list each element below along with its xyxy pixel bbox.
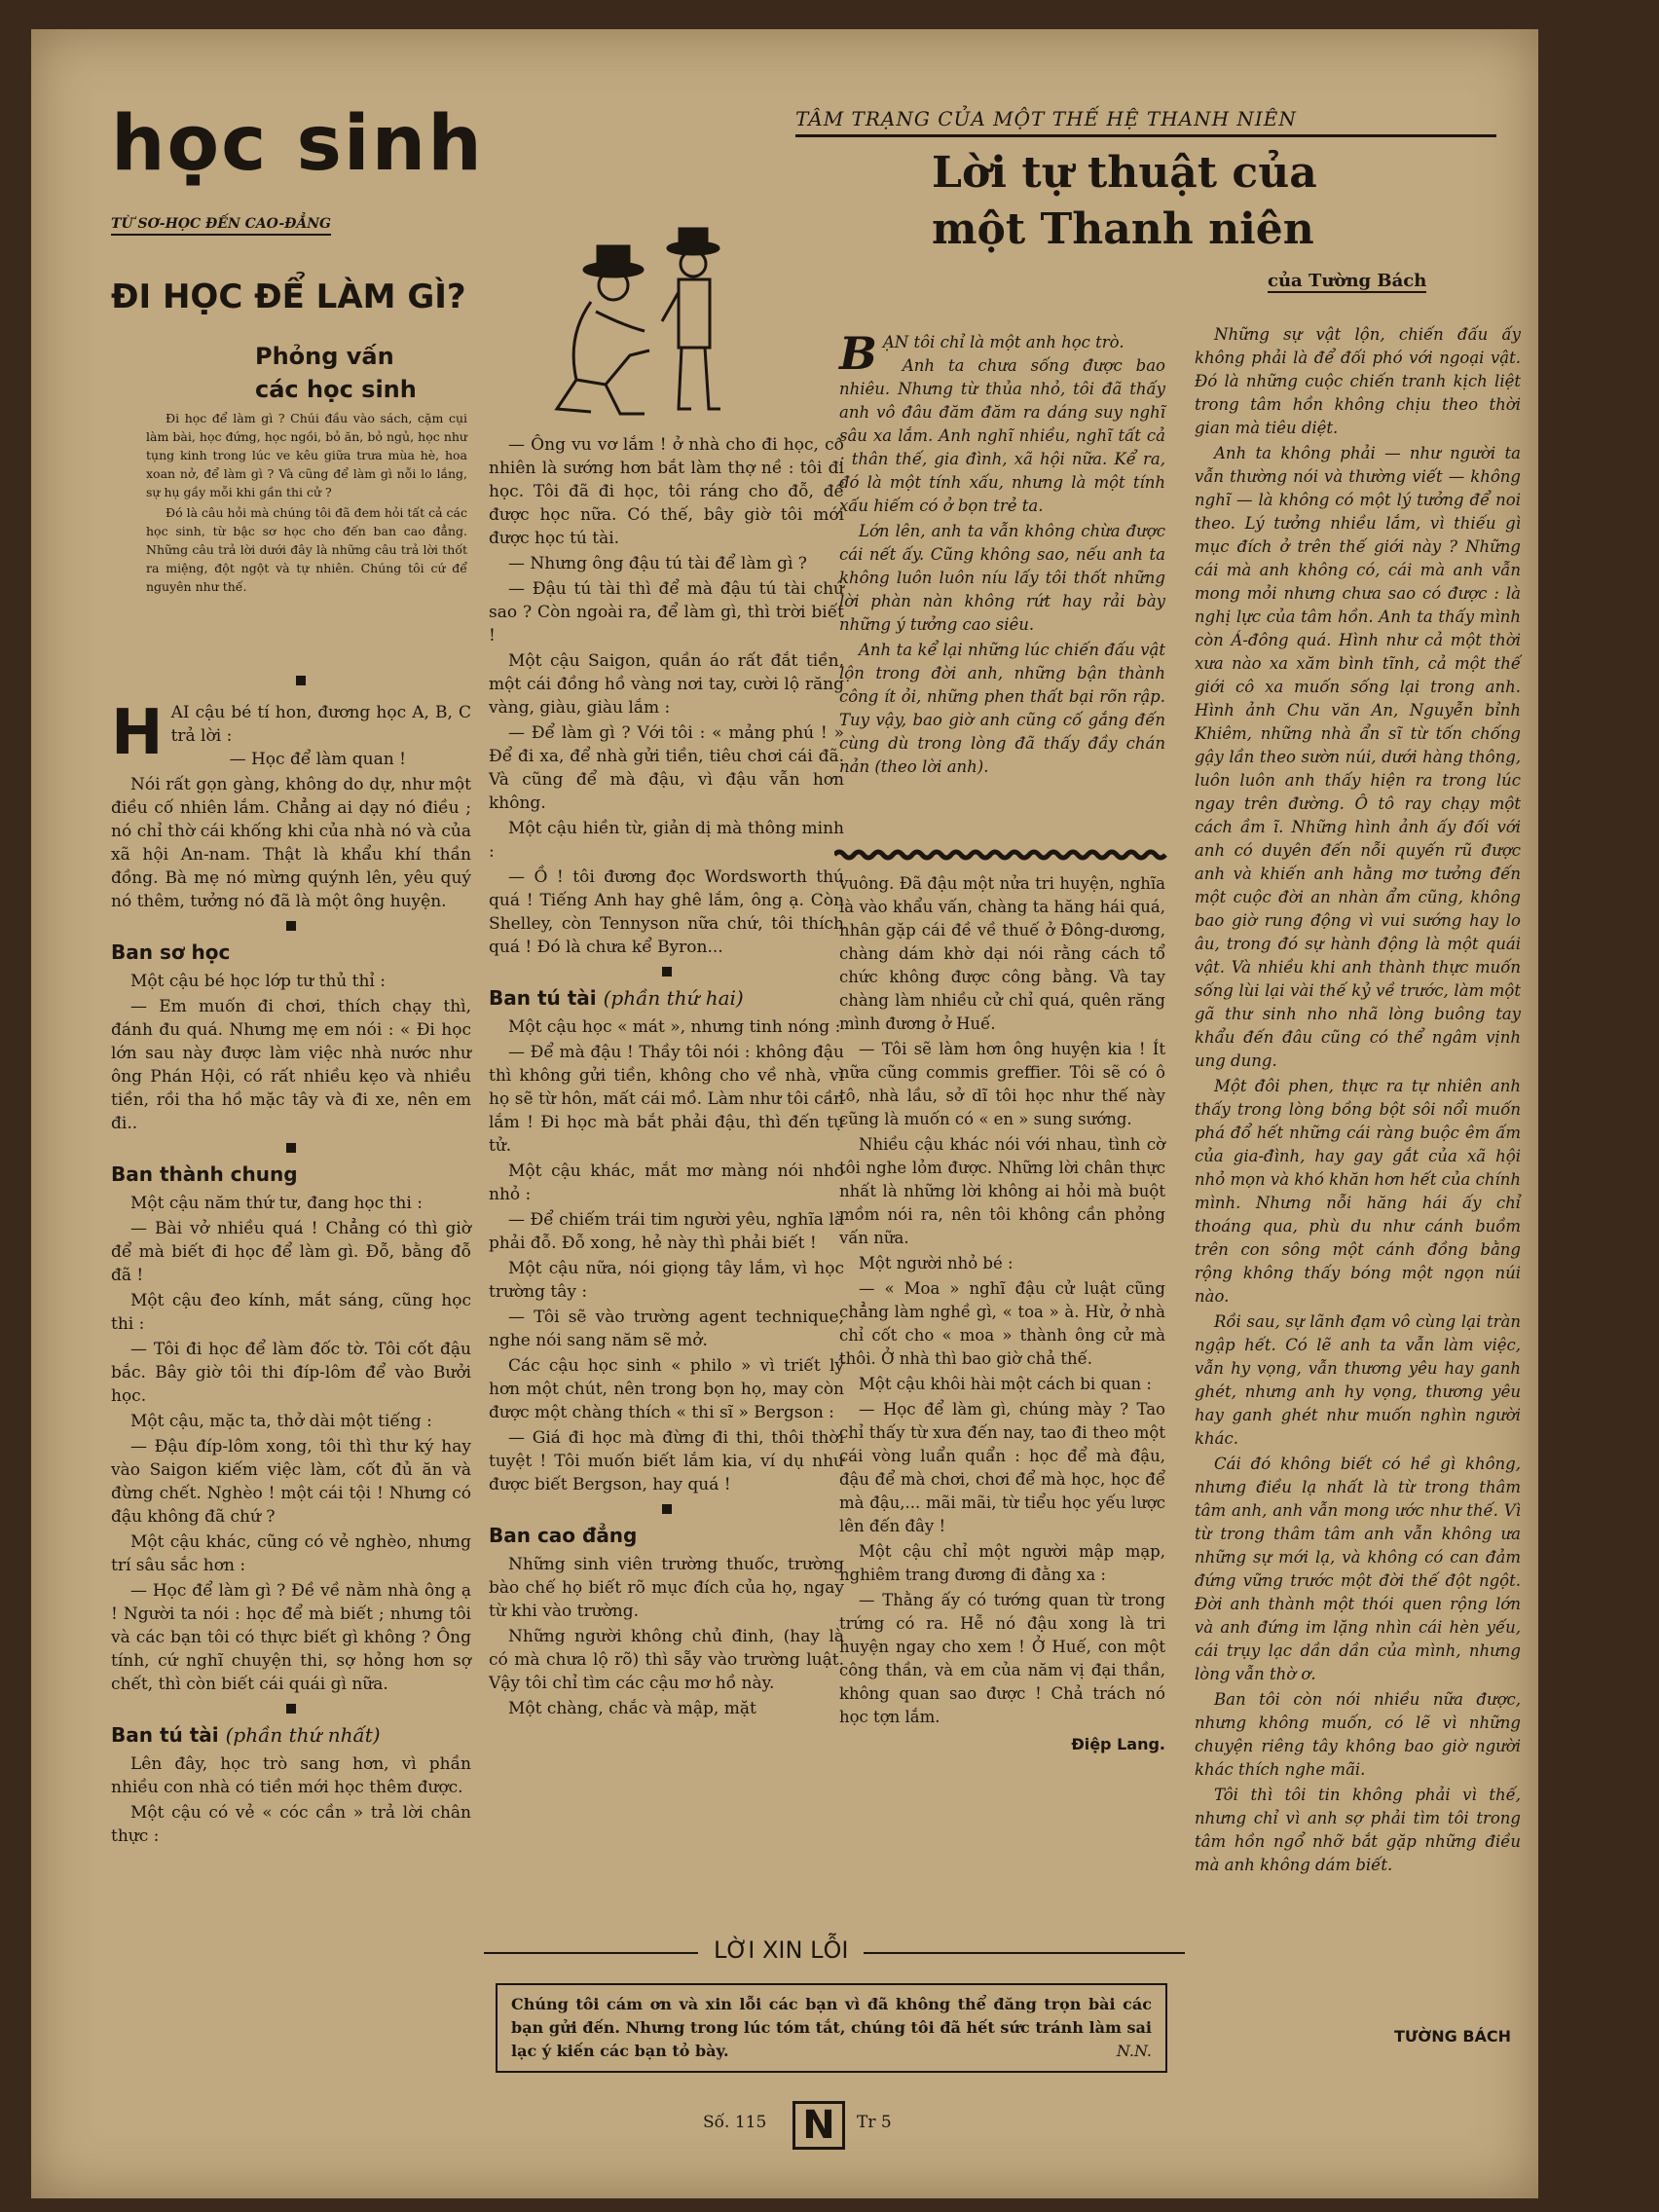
paragraph: — Học để làm gì, chúng mày ? Tao chỉ thấy từ xưa đến nay, tao đi theo một cái vòng luẩn quẩn : học để mà đậu, đậu để mà chơi, chơi để mà học, học để mà đậu,... mãi mãi, từ tiểu học yếu lược lên đến đây ! (839, 1400, 1165, 1535)
paragraph: Một cậu hiền từ, giản dị mà thông minh : (489, 819, 844, 862)
paragraph: Một cậu năm thứ tư, đang học thi : (130, 1194, 423, 1213)
paragraph: Một chàng, chắc và mập, mặt (508, 1699, 756, 1718)
paragraph: — « Moa » nghĩ đậu cử luật cũng chẳng làm nghề gì, « toa » à. Hừ, ở nhà chỉ cốt cho « moa » thành ông cử mà thôi. Ở nhà thì bao giờ chả thế. (839, 1279, 1165, 1368)
paragraph: Những người không chủ đinh, (hay là có mà chưa lộ rõ) thì sẵy vào trường luật. Vậy tôi chỉ tìm các cậu mơ hồ này. (489, 1627, 844, 1693)
apology-sign: N.N. (1116, 2042, 1152, 2060)
paragraph: Một cậu nữa, nói giọng tây lắm, vì học trường tây : (489, 1259, 844, 1302)
section-marker (662, 967, 672, 977)
section-heading (489, 986, 844, 1010)
paragraph: Một cậu khôi hài một cách bi quan : (859, 1375, 1152, 1393)
interview-signature: Điệp Lang. (1071, 1735, 1165, 1753)
paragraph: Một cậu bé học lớp tư thủ thỉ : (130, 972, 386, 991)
paragraph: — Đậu tú tài thì để mà đậu tú tài chứ sao ? Còn ngoài ra, để làm gì, thì trời biết ! (489, 579, 844, 645)
paragraph: — Để làm gì ? Với tôi : « mảng phú ! » Để đi xa, để nhà gửi tiền, tiêu chơi cái đã. Và cũng để mà đậu, vì đậu vẫn hơn không. (489, 723, 844, 813)
paragraph: Một đôi phen, thực ra tự nhiên anh thấy trong lòng bồng bột sôi nổi muốn phá đổ hết những cái ràng buộc êm ấm của gia-đình, hay gay gắt của xã hội nhỏ mọn và khó khăn hơn hết của chính mình. Nhưng nỗi hăng hái ấy chỉ thoáng qua, phù du như cánh buồm trên con sông một cánh đồng bằng rộng không thấy bóng một ngọn núi nào. (1195, 1077, 1521, 1306)
section-heading (111, 1723, 471, 1747)
paragraph: — Để mà đậu ! Thầy tôi nói : không đậu thì không gửi tiền, không cho về nhà, vì họ sẽ từ hôn, mất cái mồ. Làm như tôi cần lắm ! Đi học mà bắt phải đậu, thì đến tự tử. (489, 1043, 844, 1156)
paragraph: Những sinh viên trường thuốc, trường bào chế họ biết rõ mục đích của họ, ngay từ khi vào trường. (489, 1555, 844, 1621)
apology-box (484, 1936, 1185, 2073)
paragraph: Một cậu khác, mắt mơ màng nói nho nhỏ : (489, 1161, 844, 1204)
paragraph: Một cậu học « mát », nhưng tinh nóng : (508, 1017, 841, 1037)
column-1 (111, 697, 471, 1850)
section-heading-text: Ban tú tài (489, 986, 597, 1010)
paragraph: Một cậu đeo kính, mắt sáng, cũng học thi : (111, 1291, 471, 1334)
drop-cap: H (111, 697, 164, 769)
article-title-line1: Lời tự thuật của (932, 148, 1317, 198)
article-byline: của Tường Bách (1268, 271, 1427, 291)
magazine-logo: N (793, 2101, 845, 2150)
paragraph: Những sự vật lộn, chiến đấu ấy không phải là để đối phó với ngoại vật. Đó là những cuộc chiến tranh kịch liệt trong tâm hồn không chịu theo thời gian mà tiêu diệt. (1195, 325, 1521, 437)
article-title-line2: một Thanh niên (932, 204, 1314, 254)
paragraph: Anh ta chưa sống được bao nhiêu. Nhưng từ thủa nhỏ, tôi đã thấy anh vô đâu đăm đăm ra dáng suy nghĩ sâu xa lắm. Anh nghĩ nhiều, nghĩ tất cả : thân thế, gia đình, xã hội nữa. Kể ra, đó là một tính xấu, nhưng là một tính xấu hiếm có ở bọn trẻ ta. (839, 356, 1165, 515)
section-heading-text: Ban tú tài (111, 1723, 219, 1747)
paragraph: Một cậu Saigon, quần áo rất đắt tiền, một cái đồng hồ vàng nơi tay, cười lộ răng vàng, giàu, giàu lắm : (489, 651, 844, 718)
paragraph: — Học để làm quan ! (229, 750, 406, 769)
issue-number: Số. 115 (703, 2113, 767, 2132)
column-3 (839, 872, 1165, 1756)
section-heading-sub: (phần thứ nhất) (225, 1723, 381, 1747)
paragraph: — Em muốn đi chơi, thích chạy thì, đánh đu quá. Nhưng mẹ em nói : « Đi học lớn sau này được làm việc nhà nước như ông Phán Hội, có rất nhiều kẹo và nhiều tiền, rồi tha hồ mặc tây và đi xe, nên em đi.. (111, 997, 471, 1133)
intro-para: Đi học để làm gì ? Chúi đầu vào sách, cặm cụi làm bài, học đứng, học ngồi, bỏ ăn, bỏ ngủ, học như tụng kinh trong lúc ve kêu giữa trưa mùa hè, hoa xoan nở, để làm gì ? Và cũng để làm gì nỗi lo lắng, sự hụ gầy mỗi khi gần thi cử ? (146, 411, 467, 499)
page-number: Tr 5 (857, 2113, 892, 2132)
paragraph: — Đậu đíp-lôm xong, tôi thì thư ký hay vào Saigon kiếm việc làm, cốt đủ ăn và đừng chết. Nghèo ! một cái tội ! Nhưng có đậu không đã chứ ? (111, 1437, 471, 1527)
paragraph: — Để chiếm trái tim người yêu, nghĩa là phải đỗ. Đỗ xong, hẻ này thì phải biết ! (489, 1210, 844, 1253)
memoir-signature: TƯỜNG BÁCH (1394, 2027, 1512, 2046)
paragraph: — Tôi đi học để làm đốc tờ. Tôi cốt đậu bắc. Bây giờ tôi thi đíp-lôm để vào Bưởi học. (111, 1340, 471, 1406)
paragraph: — Tôi sẽ làm hơn ông huyện kia ! Ít nữa cũng commis greffier. Tôi sẽ có ô tô, nhà lầu, sở dĩ tôi học như thế này cũng là muốn có « en » sung sướng. (839, 1040, 1165, 1128)
paragraph: — Giá đi học mà đừng đi thi, thôi thời tuyệt ! Tôi muốn biết lắm kia, ví dụ như được biết Bergson, hay quá ! (489, 1428, 844, 1494)
paragraph: Một người nhỏ bé : (859, 1254, 1014, 1272)
paragraph: Anh ta kể lại những lúc chiến đấu vật lộn trong đời anh, những bận thành công ít ỏi, những phen thất bại rõn rập. Tuy vậy, bao giờ anh cũng cố gắng đến cùng dù trong lòng đã thấy đầy chán nản (theo lời anh). (839, 641, 1165, 776)
paragraph: Một cậu có vẻ « cóc cần » trả lời chân thực : (111, 1803, 471, 1846)
wavy-divider (834, 847, 1170, 863)
section-marker (296, 676, 306, 685)
intro-para: Đó là câu hỏi mà chúng tôi đã đem hỏi tất cả các học sinh, từ bậc sơ học cho đến ban cao đẳng. Những câu trả lời dưới đây là những câu trả lời thốt ra miệng, đột ngột và tự nhiên. Chúng tôi cứ để nguyên như thế. (146, 505, 467, 594)
paragraph: vuông. Đã đậu một nửa tri huyện, nghĩa là vào khẩu vấn, chàng ta hăng hái quá, nhân gặp cái đề về thuế ở Đông-dương, chàng dám khờ dại nói rằng cách tổ chức không được công bằng. Và tay chàng làm nhiều cử chỉ quá, quên răng mình đương ở Huế. (839, 874, 1165, 1033)
paragraph: Lớn lên, anh ta vẫn không chừa được cái nết ấy. Cũng không sao, nếu anh ta không luôn luôn níu lấy tôi thốt những lời phàn nàn không rứt hay rải bày những ý tưởng cao siêu. (839, 522, 1165, 634)
paragraph: Anh ta không phải — như người ta vẫn thường nói và thường viết — không nghĩ — là không có một lý tưởng để noi theo. Lý tưởng nhiều lắm, vì thiếu gì mục đích ở trên thế giới này ? Những cái mà anh không có, cái mà anh vẫn mong mỏi nhưng chưa sao có được : là nghị lực của tâm hồn. Anh ta thấy mình còn Á-đông quá. Hình như cả một thời xưa nào xa xăm bình tĩnh, cả một thế giới cô xa muốn sống lại trong anh. Hình ảnh Chu văn An, Nguyễn bỉnh Khiêm, những nhà ẩn sĩ từ tốn chống gậy lần theo sườn núi, dưới hàng thông, luôn luôn anh thấy hiện ra trong lúc ngay trên đường. Ô tô ray chạy một cách ầm ĩ. Những hình ảnh ấy đối với anh có duyên đến nỗi quyến rũ được anh và khiến anh hằng mơ tưởng đến một cuộc đời an nhàn ẩm cũng, không bao giờ rung động vì vui sướng hay lo âu, trong đó sự hành động là một quái vật. Và nhiều khi anh thành thực muốn sống lùi lại vài thế kỷ về trước, làm một gã thư sinh nho nhã lòng buông tay khẩu đến đâu cũng có thể ngâm vịnh ung dung. (1195, 444, 1521, 1070)
series-title: TÂM TRẠNG CỦA MỘT THẾ HỆ THANH NIÊN (795, 107, 1496, 137)
drop-cap: B (839, 327, 877, 380)
paragraph: — Thằng ấy có tướng quan từ trong trứng có ra. Hễ nó đậu xong là tri huyện ngay cho xem ! Ở Huế, con một công thần, và em của năm vị đại thần, không quan sao được ! Chả trách nó học tợn lắm. (839, 1591, 1165, 1726)
lead-text: AI cậu bé tí hon, đương học A, B, C trả lời : (170, 703, 471, 746)
section-heading: Ban cao đẳng (489, 1524, 638, 1547)
paragraph: — Bài vở nhiều quá ! Chẳng có thì giờ để mà biết đi học để làm gì. Đỗ, bằng đỗ đã ! (111, 1219, 471, 1285)
apology-title: LỜI XIN LỖI (698, 1936, 864, 1964)
section-heading: Ban thành chung (111, 1162, 298, 1186)
paragraph: Cái đó không biết có hề gì không, nhưng điều lạ nhất là từ trong thâm tâm anh, anh vẫn mong ước như thế. Vì từ trong thâm tâm anh vẫn không ưa những sự mới lạ, và không có can đảm đứng vững trước một đời thế đột ngột. Đời anh thành một thói quen rộng lớn và anh đứng im lặng nhìn cái hèn yếu, cái trụy lạc dần dần của mình, nhưng lòng vẫn thờ ơ. (1195, 1455, 1521, 1683)
paragraph: Ban tôi còn nói nhiều nữa được, nhưng không muốn, có lẽ vì những chuyện riêng tây không bao giờ người khác thích nghe mãi. (1195, 1690, 1521, 1779)
paragraph: — Học để làm gì ? Đề về nằm nhà ông ạ ! Người ta nói : học để mà biết ; nhưng tôi và các bạn tôi có thực biết gì không ? Ông tính, cứ nghĩ chuyện thi, sợ hỏng hơn sợ chết, thì còn biết cái quái gì nữa. (111, 1581, 471, 1694)
section-marker (286, 1704, 296, 1714)
section-heading-sub: (phần thứ hai) (603, 986, 744, 1010)
paragraph: Rồi sau, sự lãnh đạm vô cùng lại tràn ngập hết. Có lẽ anh ta vẫn làm việc, vẫn hy vọng, vẫn thương yêu hay ganh ghét, nhưng anh hy vọng, thương yêu hay ganh ghét như muốn nghìn người khác. (1195, 1312, 1521, 1448)
interview-subtitle-1: Phỏng vấn (255, 343, 394, 370)
section-heading: Ban sơ học (111, 940, 231, 964)
paragraph: Một cậu, mặc ta, thở dài một tiếng : (130, 1412, 432, 1431)
paragraph: Các cậu học sinh « philo » vì triết lý hơn một chút, nên trong bọn họ, may còn được một chàng thích « thi sĩ » Bergson : (489, 1356, 844, 1422)
paragraph: — Nhưng ông đậu tú tài để làm gì ? (508, 554, 807, 573)
lead-text: ẠN tôi chỉ là một anh học trò. (882, 333, 1124, 351)
paragraph: Nói rất gọn gàng, không do dự, như một điều cố nhiên lắm. Chẳng ai dạy nó điều ; nó chỉ thờ cái khống khi của nhà nó và của xã hội An-nam. Thật là khẩu khí thần đồng. Bà mẹ nó mừng quýnh lên, yêu quý nó thêm, tưởng nó đã là một ông huyện. (111, 775, 471, 911)
interview-subtitle-2: các học sinh (255, 376, 417, 403)
section-marker (662, 1504, 672, 1514)
paragraph: Tôi thì tôi tin không phải vì thế, nhưng chỉ vì anh sợ phải tìm tôi trong tâm hồn ngổ nhỡ bắt gặp những điều mà anh không dám biết. (1195, 1786, 1521, 1874)
apology-frame (496, 1983, 1167, 2073)
paragraph: Lên đây, học trò sang hơn, vì phần nhiều con nhà có tiền mới học thêm được. (111, 1754, 471, 1797)
students-illustration (537, 219, 752, 424)
apology-body: Chúng tôi cám ơn và xin lỗi các bạn vì đã không thể đăng trọn bài các bạn gửi đến. Nhưng trong lúc tóm tắt, chúng tôi đã hết sức tránh làm sai lạc ý kiến các bạn tỏ bày. (511, 1995, 1152, 2060)
paragraph: Một cậu khác, cũng có vẻ nghèo, nhưng trí sâu sắc hơn : (111, 1532, 471, 1575)
paragraph: — Tôi sẽ vào trường agent technique, nghe nói sang năm sẽ mở. (489, 1308, 844, 1350)
paragraph: — Ông vu vơ lắm ! ở nhà cho đi học, cố nhiên là sướng hơn bắt làm thợ nề : tôi đi học. Tôi đã đi học, tôi ráng cho đỗ, để được học nữa. Có thế, bây giờ tôi mới được học tú tài. (489, 435, 844, 548)
newspaper-page (31, 29, 1538, 2198)
section-marker (286, 921, 296, 931)
section-marker (286, 1143, 296, 1153)
paragraph: Nhiều cậu khác nói với nhau, tình cờ tôi nghe lỏm được. Những lời chân thực nhất là những lời không ai hỏi mà buột mồm nói ra, nên tôi không cần phỏng vấn nữa. (839, 1135, 1165, 1247)
paragraph: Một cậu chỉ một người mập mạp, nghiêm trang đương đi đằng xa : (839, 1542, 1165, 1584)
memoir-column-b (1195, 323, 1521, 1879)
paragraph: — Ồ ! tôi đương đọc Wordsworth thú quá ! Tiếng Anh hay ghê lắm, ông ạ. Còn Shelley, còn Tennyson nữa chứ, tôi thích quá ! Đó là chưa kể Byron... (489, 867, 844, 957)
interview-intro (146, 409, 467, 598)
column-2 (489, 433, 844, 1722)
interview-title: ĐI HỌC ĐỂ LÀM GÌ? (111, 277, 466, 316)
masthead-subtitle: TỪ SƠ-HỌC ĐẾN CAO-ĐẲNG (111, 216, 331, 236)
masthead: học sinh (111, 100, 484, 188)
memoir-column-a (839, 327, 1165, 781)
